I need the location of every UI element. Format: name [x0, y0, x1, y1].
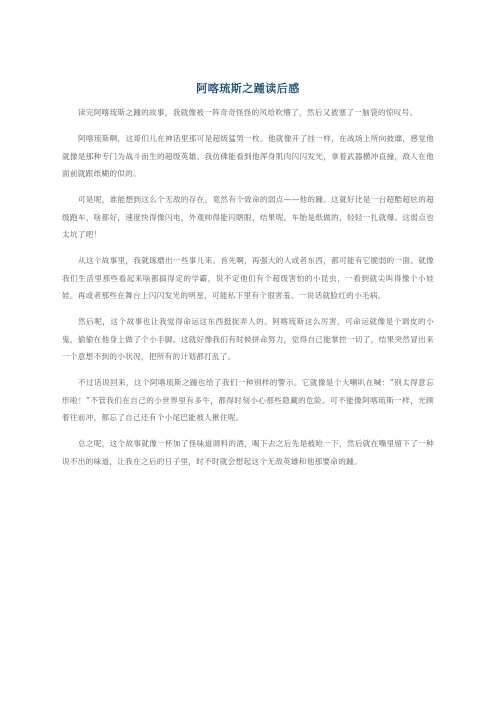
- paragraph-4: 从这个故事里，我就琢磨出一些事儿来。首先啊，再强大的人或者东西，都可能有它脆弱的一面。就像我们生活里那些看起来啥都搞得定的学霸，说不定他们有个超级害怕的小昆虫，一看到就尖叫得像个小娃娃。再或者那些在舞台上闪闪发光的明星，可能私下里有个很害羞、一说话就脸红的小毛病。: [62, 256, 434, 300]
- paragraph-3: 可是呢，谁能想到这么个无敌的存在，竟然有个致命的弱点——他的踵。这就好比是一台超酷超炫的超级跑车，啥都好，速度快得像闪电，外观帅得能闪瞎眼，结果呢，车胎是纸做的，轻轻一扎就爆。这弱点也太坑了吧！: [62, 195, 434, 239]
- paragraph-1: 读完阿喀琉斯之踵的故事，我就像被一阵奇奇怪怪的风给吹懵了，然后又被塞了一脑袋的惊叹号。: [78, 108, 418, 117]
- document-body: [62, 104, 434, 479]
- paragraph-2: 阿喀琉斯啊，这哥们儿在神话里那可是超级猛男一枚。他就像开了挂一样，在战场上所向披靡，感觉他就像是那种专门为战斗而生的超级英雄。我仿佛能看到他浑身肌肉闪闪发光，拿着武器横冲直撞，敌人在他面前就跟纸糊的似的。: [62, 134, 434, 178]
- paragraph-6: 不过话说回来，这个阿喀琉斯之踵也给了我们一种别样的警示。它就像是个大喇叭在喊：“别太得意忘形啦！”不管我们在自己的小世界里有多牛，都得时刻小心那些隐藏的危险。可不能像阿喀琉斯一样，光顾着往前冲，都忘了自己还有个小尾巴能被人揪住呢。: [62, 378, 434, 422]
- document-title: 阿喀琉斯之踵读后感: [196, 82, 300, 95]
- paragraph-5: 然后呢，这个故事也让我觉得命运这东西挺捉弄人的。阿喀琉斯这么厉害，可命运就像是个调皮的小鬼，偷偷在他身上做了个小手脚。这就好像我们有时候拼命努力，觉得自己能掌控一切了，结果突然冒出来一个意想不到的小状况，把所有的计划都打乱了。: [62, 317, 434, 361]
- paragraph-7: 总之呢，这个故事就像一杯加了怪味道调料的酒，喝下去之后先是被呛一下，然后就在嘴里留下了一种说不出的味道，让我在之后的日子里，时不时就会想起这个无敌英雄和他那要命的踵。: [62, 439, 434, 466]
